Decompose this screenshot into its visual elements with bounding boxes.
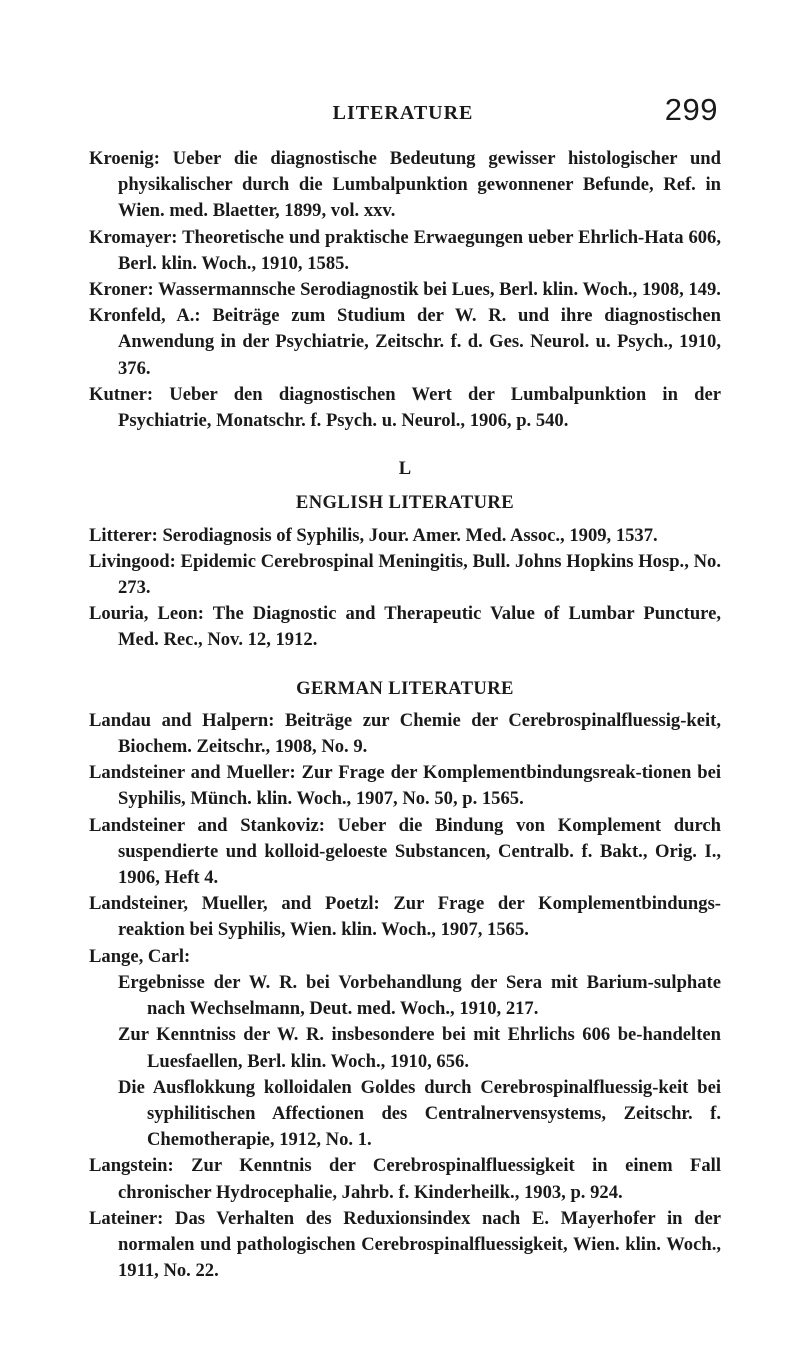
bibliography-entry: Landsteiner, Mueller, and Poetzl: Zur Frage der Komplementbindungs-reaktion bei Syphilis, Wien. klin. Woch., 1907, 1565. bbox=[89, 893, 721, 941]
bibliography-entry: Kroner: Wassermannsche Serodiagnostik bei Lues, Berl. klin. Woch., 1908, 149. bbox=[89, 279, 721, 301]
bibliography-entry: Lateiner: Das Verhalten des Reduxionsindex nach E. Mayerhofer in der normalen und pathologischen Cerebrospinalfluessigkeit, Wien. klin. Woch., 1911, No. 22. bbox=[89, 1207, 721, 1282]
bibliography-entry: Kutner: Ueber den diagnostischen Wert der Lumbalpunktion in der Psychiatrie, Monatschr. f. Psych. u. Neurol., 1906, p. 540. bbox=[89, 383, 721, 432]
german-continued-list bbox=[89, 146, 721, 434]
bibliography bbox=[89, 146, 721, 1284]
bibliography-entry: Livingood: Epidemic Cerebrospinal Meningitis, Bull. Johns Hopkins Hosp., No. 273. bbox=[89, 550, 721, 599]
bibliography-entry: Litterer: Serodiagnosis of Syphilis, Jour. Amer. Med. Assoc., 1909, 1537. bbox=[89, 524, 658, 546]
alphabet-letter-heading: L bbox=[398, 458, 412, 480]
german-literature-list bbox=[89, 708, 721, 1284]
bibliography-entry: Landau and Halpern: Beiträge zur Chemie der Cerebrospinalfluessig-keit, Biochem. Zeitschr., 1908, No. 9. bbox=[89, 709, 721, 758]
german-literature-heading: GERMAN LITERATURE bbox=[296, 677, 514, 699]
running-title: LITERATURE bbox=[332, 102, 474, 124]
bibliography-entry: Kromayer: Theoretische und praktische Erwaegungen ueber Ehrlich-Hata 606, Berl. klin. Woch., 1910, 1585. bbox=[89, 226, 721, 274]
running-head bbox=[88, 92, 718, 132]
bibliography-entry: Lange, Carl: bbox=[89, 945, 191, 967]
bibliography-entry: Landsteiner and Mueller: Zur Frage der Komplementbindungsreak-tionen bei Syphilis, Münch. klin. Woch., 1907, No. 50, p. 1565. bbox=[89, 762, 721, 810]
bibliography-entry: Kroenig: Ueber die diagnostische Bedeutung gewisser histologischer und physikalischer durch die Lumbalpunktion gewonnener Befunde, Ref. in Wien. med. Blaetter, 1899, vol. xxv. bbox=[89, 148, 721, 222]
bibliography-entry: Kronfeld, A.: Beiträge zum Studium der W. R. und ihre diagnostischen Anwendung in der Psychiatrie, Zeitschr. f. d. Ges. Neurol. u. Psych., 1910, 376. bbox=[89, 305, 721, 379]
page-number: 299 bbox=[664, 92, 718, 127]
english-literature-list bbox=[89, 523, 721, 654]
bibliography-entry: Louria, Leon: The Diagnostic and Therapeutic Value of Lumbar Puncture, Med. Rec., Nov. 12, 1912. bbox=[89, 603, 721, 651]
bibliography-subentry: Ergebnisse der W. R. bei Vorbehandlung der Sera mit Barium-sulphate nach Wechselmann, Deut. med. Woch., 1910, 217. bbox=[118, 971, 721, 1020]
bibliography-entry: Langstein: Zur Kenntnis der Cerebrospinalfluessigkeit in einem Fall chronischer Hydrocephalie, Jahrb. f. Kinderheilk., 1903, p. 924. bbox=[89, 1155, 721, 1203]
bibliography-subentry: Zur Kenntniss der W. R. insbesondere bei mit Ehrlichs 606 be-handelten Luesfaellen, Berl. klin. Woch., 1910, 656. bbox=[118, 1024, 721, 1072]
bibliography-subentry: Die Ausflokkung kolloidalen Goldes durch Cerebrospinalfluessig-keit bei syphilitischen Affectionen des Centralnervensystems, Zeitschr. f. Chemotherapie, 1912, No. 1. bbox=[118, 1076, 721, 1151]
bibliography-entry: Landsteiner and Stankoviz: Ueber die Bindung von Komplement durch suspendierte und kolloid-geloeste Substancen, Centralb. f. Bakt., Orig. I., 1906, Heft 4. bbox=[89, 814, 721, 889]
english-literature-heading: ENGLISH LITERATURE bbox=[295, 492, 515, 514]
